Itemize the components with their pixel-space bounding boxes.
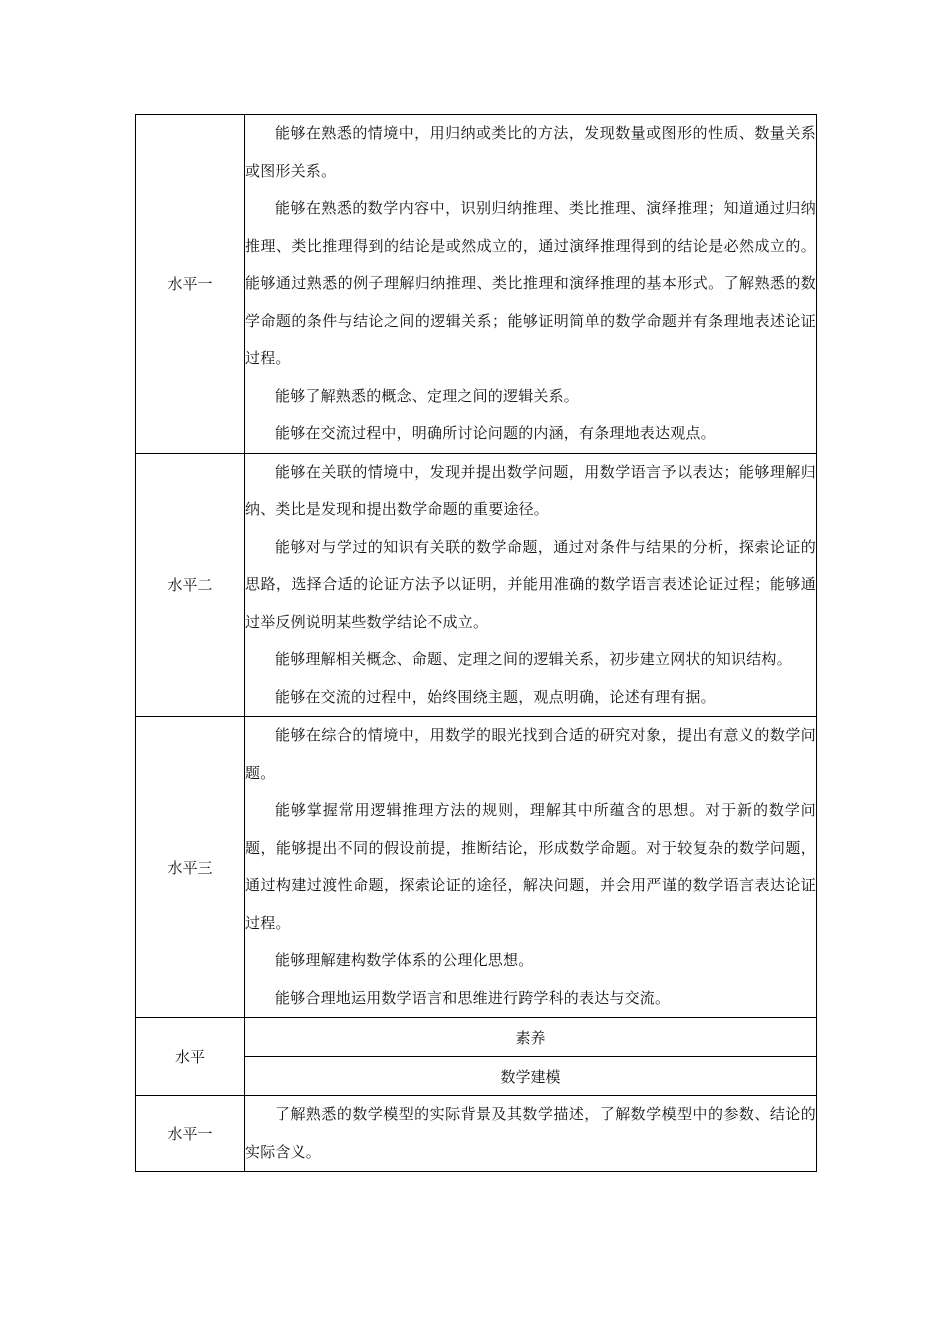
header-row: [136, 1018, 817, 1057]
paragraph: 能够理解相关概念、命题、定理之间的逻辑关系，初步建立网状的知识结构。: [275, 650, 792, 668]
level-cell: 水平二: [136, 453, 245, 717]
paragraph: 能够在熟悉的数学内容中，识别归纳推理、类比推理、演绎推理；知道通过归纳推理、类比推理得到的结论是或然成立的，通过演绎推理得到的结论是必然成立的。能够通过熟悉的例子理解归纳推理、类比推理和演绎推理的基本形式。了解熟悉的数学命题的条件与结论之间的逻辑关系；能够证明简单的数学命题并有条理地表述论证过程。: [245, 199, 816, 367]
paragraph: 能够在熟悉的情境中，用归纳或类比的方法，发现数量或图形的性质、数量关系或图形关系。: [245, 124, 816, 180]
paragraph: 能够对与学过的知识有关联的数学命题，通过对条件与结果的分析，探索论证的思路，选择合适的论证方法予以证明，并能用准确的数学语言表述论证过程；能够通过举反例说明某些数学结论不成立。: [245, 537, 816, 631]
paragraph: 能够掌握常用逻辑推理方法的规则，理解其中所蕴含的思想。对于新的数学问题，能够提出不同的假设前提，推断结论，形成数学命题。对于较复杂的数学问题，通过构建过渡性命题，探索论证的途径，解决问题，并会用严谨的数学语言表达论证过程。: [245, 801, 816, 932]
subcategory-header-cell: 数学建模: [245, 1057, 817, 1096]
description-cell: [245, 717, 817, 1018]
description-cell: [245, 453, 817, 717]
table-row: [136, 453, 817, 717]
level-cell: 水平一: [136, 115, 245, 454]
table-row: [136, 717, 817, 1018]
paragraph: 了解熟悉的数学模型的实际背景及其数学描述，了解数学模型中的参数、结论的实际含义。: [245, 1105, 816, 1161]
paragraph: 能够在交流的过程中，始终围绕主题，观点明确，论述有理有据。: [275, 687, 716, 706]
paragraph: 能够合理地运用数学语言和思维进行跨学科的表达与交流。: [275, 988, 671, 1007]
level-cell: 水平一: [136, 1096, 245, 1172]
paragraph: 能够理解建构数学体系的公理化思想。: [275, 951, 534, 969]
level-header-cell: 水平: [136, 1018, 245, 1096]
category-header-cell: 素养: [245, 1018, 817, 1057]
description-cell: [245, 1096, 817, 1172]
paragraph: 能够在关联的情境中，发现并提出数学问题，用数学语言予以表达；能够理解归纳、类比是发现和提出数学命题的重要途径。: [245, 462, 816, 518]
paragraph: 能够在交流过程中，明确所讨论问题的内涵，有条理地表达观点。: [275, 424, 716, 442]
paragraph: 能够在综合的情境中，用数学的眼光找到合适的研究对象，提出有意义的数学问题。: [245, 726, 816, 782]
table-row: [136, 115, 817, 454]
paragraph: 能够了解熟悉的概念、定理之间的逻辑关系。: [275, 386, 580, 405]
table-row: [136, 1096, 817, 1172]
level-cell: 水平三: [136, 717, 245, 1018]
competency-table: [135, 114, 817, 1172]
description-cell: [245, 115, 817, 454]
